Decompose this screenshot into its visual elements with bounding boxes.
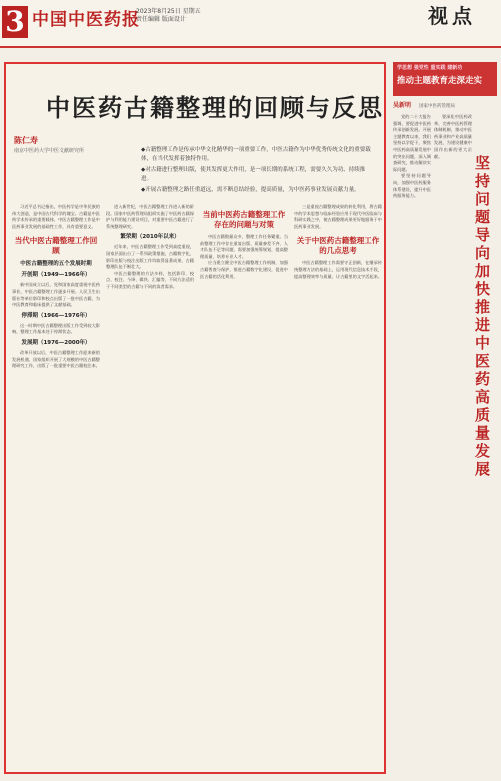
section-heading: 发展期（1976—2000年） [21, 339, 91, 346]
abstract-line: ◆对古籍进行整理出版，使其发挥更大作用，是一项长期的系统工程，需要久久为功、持续推进。 [141, 167, 366, 182]
paragraph: 中医古籍整理的方法多样，包括影印、校点、校注、今译、辑佚、汇编等，不同方法适用于不同类型的古籍与不同的读者需求。 [106, 270, 194, 289]
masthead [0, 0, 501, 48]
section-heading: 关于中医药古籍整理工作的几点思考 [296, 236, 380, 256]
section-heading: 开创期（1949—1966年） [21, 272, 91, 279]
sidebar-headline: 坚持问题导向 加快推进中医药高质量发展 [475, 154, 491, 478]
paragraph: 中医古籍数量众多，整理工作任务繁重。当前整理工作中存在重复出版、质量参差不齐、人才队伍不足等问题，需要加强统筹规划，提高整理质量，培养专业人才。 [200, 234, 288, 259]
banner-tags: 学思想 强党性 重实践 建新功 [397, 65, 463, 71]
article-column [294, 204, 382, 770]
sidebar-author: 吴新明 [393, 102, 412, 109]
page-number: 3 [2, 6, 28, 38]
paragraph: 新中国成立以后，党和国家高度重视中医药事业，中医古籍整理工作逐步开展。人民卫生出版社等单位影印和校点出版了一批中医古籍，为中医教育和临床提供了文献基础。 [12, 282, 100, 308]
paragraph: 习近平总书记指出，中医药学是中华民族的伟大创造，是中国古代科学的瑰宝。古籍是中医药学术传承的重要载体，中医古籍整理工作是中医药事业发展的基础性工作，具有重要意义。 [12, 204, 100, 229]
article-author: 陈仁寿 [14, 136, 38, 145]
paragraph: 进入新世纪，中医古籍整理工作进入新的阶段。国家中医药管理局组织实施了中医药古籍保护与利用能力建设项目，对重要中医古籍进行了系统整理研究。 [106, 204, 194, 229]
paper-logo: 中国中医药报 [32, 10, 140, 30]
paragraph: 应当建立健全中医古籍整理工作机制，加强古籍普查与保护，推进古籍数字化建设，促进中医古籍的活化利用。 [200, 260, 288, 279]
topic-banner [393, 62, 497, 96]
paragraph: 三是重视古籍整理成果的转化利用，将古籍中的学术思想与临床经验应用于现代中医临床与科研实践之中，使古籍整理成果更好地服务于中医药事业发展。 [294, 204, 382, 229]
date-block [136, 8, 256, 24]
sidebar-column [393, 114, 431, 764]
section-heading: 当前中医药古籍整理工作存在的问题与对策 [202, 210, 286, 229]
article-column [106, 204, 194, 770]
section-heading: 停滞期（1966—1976年） [21, 312, 91, 319]
sidebar-article [393, 62, 497, 774]
sidebar-affiliation: 国家中医药管理局 [419, 104, 455, 109]
paragraph: 近年来，中医古籍整理工作受到高度重视，国家层面出台了一系列政策措施，古籍数字化、影印出版与校注出版工作均取得显著成果，古籍整理队伍不断壮大。 [106, 244, 194, 270]
article-column [200, 204, 288, 770]
article-affiliation: 南京中医药大学中医文献研究所 [14, 148, 85, 154]
banner-title: 推动主题教育走深走实 [397, 76, 483, 86]
section-name: 视点 [428, 4, 476, 28]
article-body [12, 204, 382, 770]
article-title: 中医药古籍整理的回顾与反思 [46, 93, 384, 122]
edition-line: 责任编辑 版面设计 [136, 16, 186, 23]
article-column [12, 204, 100, 770]
author-block [14, 136, 126, 159]
paragraph: 中医古籍整理工作需要守正创新，在继承传统整理方法的基础上，运用现代信息技术手段，提高整理效率与质量，让古籍里的文字活起来。 [294, 260, 382, 279]
date-line: 2023年8月25日 星期五 [136, 8, 201, 15]
paragraph: 要坚持问题导向，加强中医药服务体系建设，提升中医药服务能力。 [393, 173, 431, 199]
paragraph: 党的二十大报告强调，要促进中医药传承创新发展。开展主题教育以来，我们坚持以学促干，聚焦中医药高质量发展中的突出问题，深入调查研究，推动解决实际问题。 [393, 114, 431, 172]
sidebar-column [434, 114, 472, 764]
main-article [4, 62, 386, 774]
paragraph: 要深化中医药改革，完善中医药管理体制机制，推动中医药事业和产业高质量发展，为建设健康中国作出新的更大贡献。 [434, 114, 472, 159]
abstract-line: ◆古籍整理工作是传承中华文化精华的一项重要工作，中医古籍作为中华优秀传统文化的重要载体，在当代发挥着独特作用。 [141, 147, 371, 162]
section-heading: 繁荣期（2010年以来） [120, 234, 180, 241]
paragraph: 改革开放以后，中医古籍整理工作迎来新的发展机遇，国家组织开展了大规模的中医古籍整理研究工作，出版了一批重要中医古籍校注本。 [12, 349, 100, 369]
section-heading: 中医古籍整理的五个发展时期 [20, 261, 92, 268]
article-abstract [141, 146, 371, 197]
paragraph: 这一时期中医古籍整理出版工作受到较大影响，整理工作基本处于停滞状态。 [12, 322, 100, 335]
section-heading: 当代中医古籍整理工作回顾 [14, 236, 98, 256]
abstract-line: ◆开展古籍整理之路任重道远，需不断总结经验，提高质量，为中医药事业发展贡献力量。 [141, 187, 360, 193]
